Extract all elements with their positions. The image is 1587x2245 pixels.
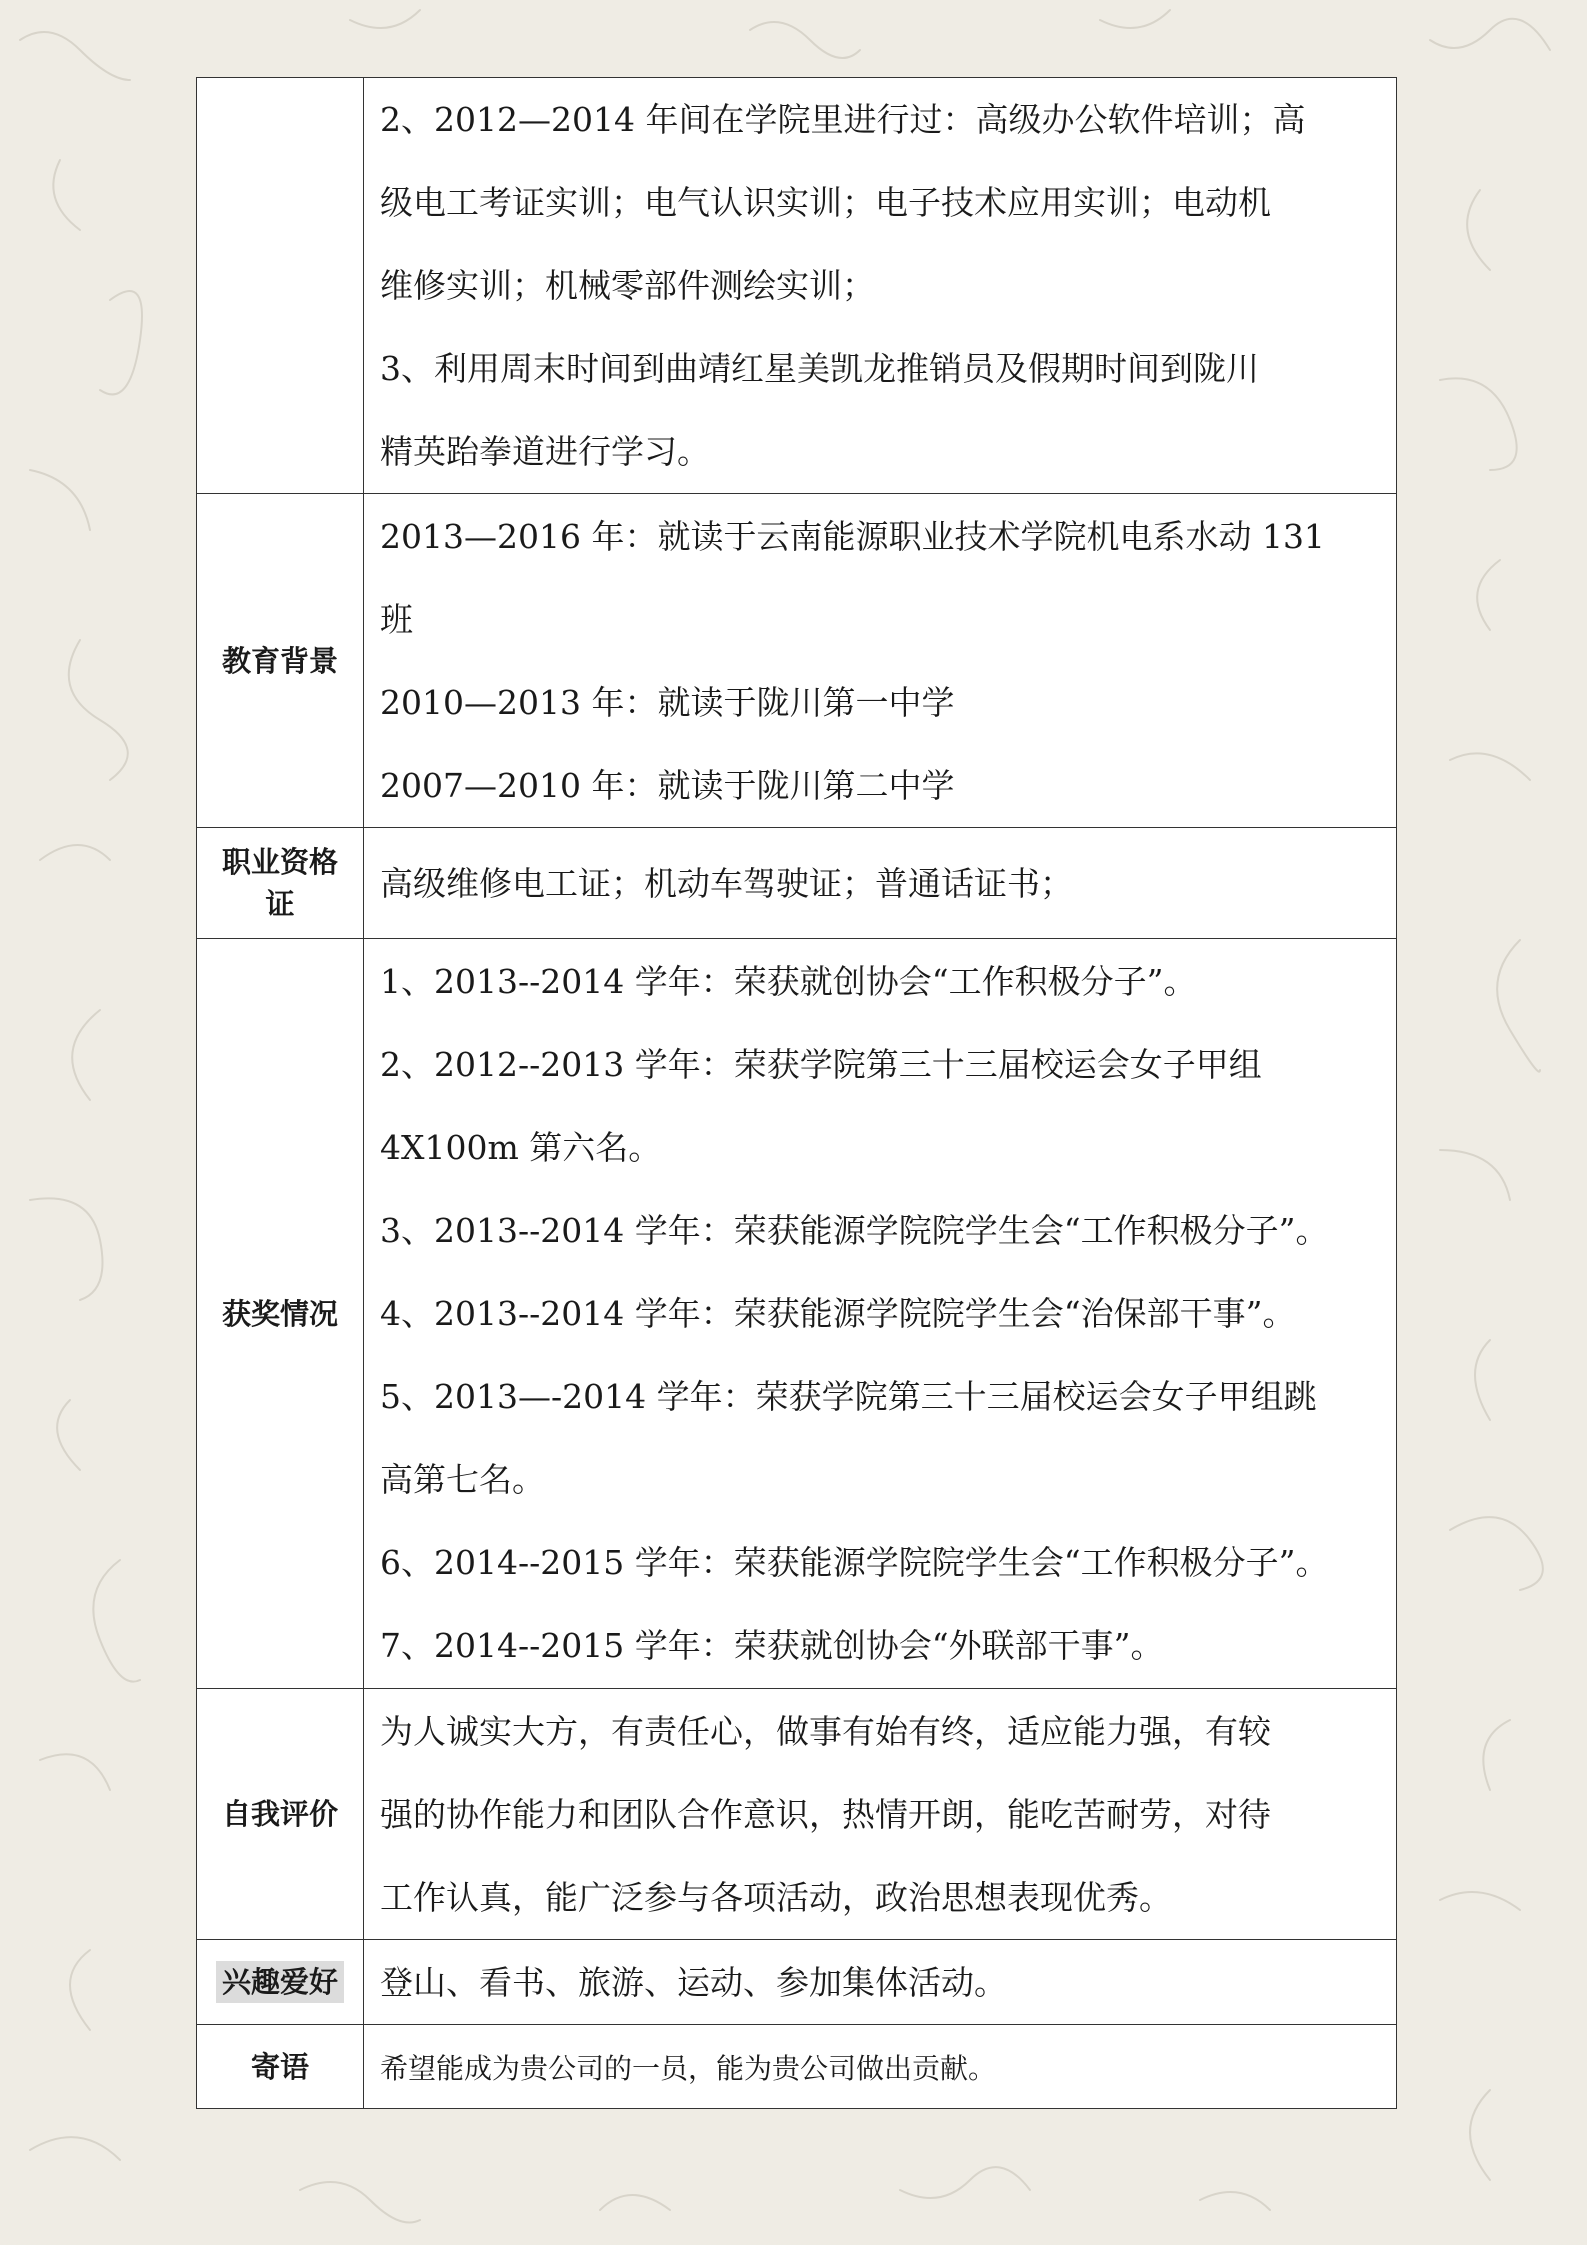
self-evaluation-line-2: 强的协作能力和团队合作意识，热情开朗，能吃苦耐劳，对待 (380, 1794, 1271, 1834)
education-line-3: 2010—2013 年：就读于陇川第一中学 (380, 682, 955, 722)
hobbies-line-1: 登山、看书、旅游、运动、参加集体活动。 (380, 1962, 1007, 2002)
qualification-content (364, 828, 1397, 939)
table-row-self-evaluation (197, 1689, 1397, 1940)
awards-label: 获奖情况 (197, 939, 364, 1689)
work-line-2: 级电工考证实训；电气认识实训；电子技术应用实训；电动机 (380, 183, 1271, 222)
qualification-label-line-2: 证 (265, 887, 295, 921)
wish-text: 希望能成为贵公司的一员，能为贵公司做出贡献。 (380, 2052, 997, 2085)
award-line-2: 2、2012--2013 学年：荣获学院第三十三届校运会女子甲组 (380, 1045, 1262, 1084)
table-row-hobbies (197, 1940, 1397, 2025)
education-label: 教育背景 (197, 494, 364, 828)
self-evaluation-line-1: 为人诚实大方，有责任心，做事有始有终，适应能力强，有较 (380, 1711, 1271, 1751)
award-line-6: 5、2013—-2014 学年：荣获学院第三十三届校运会女子甲组跳 (380, 1377, 1317, 1416)
self-evaluation-content (364, 1689, 1397, 1940)
self-evaluation-label: 自我评价 (197, 1689, 364, 1940)
qualification-label-line-1: 职业资格 (221, 845, 338, 879)
work-experience-label-cell (197, 78, 364, 494)
table-row-qualification (197, 828, 1397, 939)
work-line-4: 3、利用周末时间到曲靖红星美凯龙推销员及假期时间到陇川 (380, 349, 1259, 388)
table-row-work-experience (197, 78, 1397, 494)
work-experience-content (364, 78, 1397, 494)
work-line-1: 2、2012—2014 年间在学院里进行过：高级办公软件培训；高 (380, 100, 1306, 139)
award-line-4: 3、2013--2014 学年：荣获能源学院院学生会“工作积极分子”。 (380, 1211, 1329, 1250)
award-line-1: 1、2013--2014 学年：荣获就创协会“工作积极分子”。 (380, 962, 1197, 1001)
education-line-2: 班 (380, 599, 413, 639)
wish-content (364, 2025, 1397, 2109)
self-evaluation-line-3: 工作认真，能广泛参与各项活动，政治思想表现优秀。 (380, 1877, 1172, 1917)
hobbies-content (364, 1940, 1397, 2025)
education-content (364, 494, 1397, 828)
table-row-wish (197, 2025, 1397, 2109)
award-line-9: 7、2014--2015 学年：荣获就创协会“外联部干事”。 (380, 1626, 1164, 1665)
resume-table (196, 77, 1397, 2109)
hobbies-label: 兴趣爱好 (216, 1961, 344, 2003)
award-line-7: 高第七名。 (380, 1460, 545, 1499)
table-row-awards (197, 939, 1397, 1689)
qualification-label-cell (197, 828, 364, 939)
award-line-8: 6、2014--2015 学年：荣获能源学院院学生会“工作积极分子”。 (380, 1543, 1329, 1582)
education-line-4: 2007—2010 年：就读于陇川第二中学 (380, 765, 955, 805)
wish-label: 寄语 (197, 2025, 364, 2109)
education-line-1: 2013—2016 年：就读于云南能源职业技术学院机电系水动 131 (380, 516, 1325, 556)
work-line-5: 精英跆拳道进行学习。 (380, 432, 710, 471)
qualification-line-1: 高级维修电工证；机动车驾驶证；普通话证书； (380, 863, 1073, 903)
table-row-education (197, 494, 1397, 828)
award-line-5: 4、2013--2014 学年：荣获能源学院院学生会“治保部干事”。 (380, 1294, 1296, 1333)
hobbies-label-cell (197, 1940, 364, 2025)
award-line-3: 4X100m 第六名。 (380, 1128, 662, 1167)
work-line-3: 维修实训；机械零部件测绘实训； (380, 266, 875, 305)
awards-content (364, 939, 1397, 1689)
